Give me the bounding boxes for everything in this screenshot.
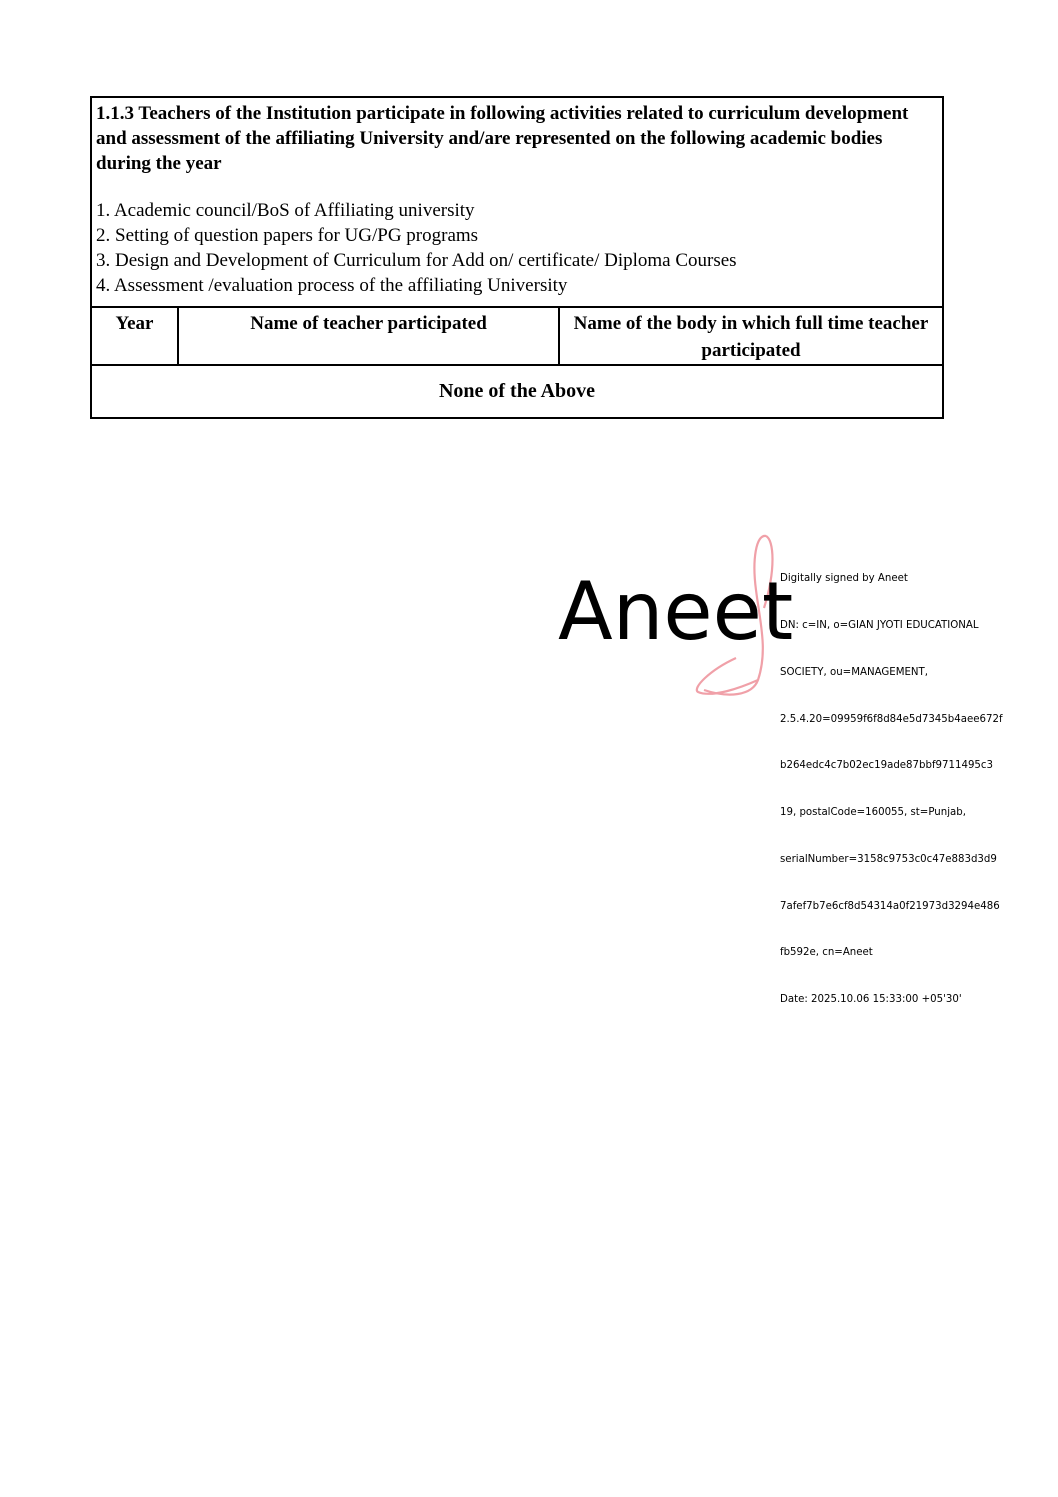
signature-detail-line: SOCIETY, ou=MANAGEMENT,	[780, 666, 928, 678]
signature-name: Aneet	[558, 565, 794, 658]
none-of-the-above: None of the Above	[91, 365, 943, 418]
signature-details	[780, 540, 1003, 1023]
criterion-heading: 1.1.3 Teachers of the Institution participate in following activities related to curriculum development and assessment of the affiliating University and/are represented on the following academic bodies during the year	[96, 103, 909, 174]
intro-row	[91, 97, 943, 307]
table-row	[91, 365, 943, 418]
header-teacher-name: Name of teacher participated	[178, 307, 559, 365]
header-year: Year	[91, 307, 178, 365]
signature-detail-line: b264edc4c7b02ec19ade87bbf9711495c3	[780, 760, 993, 772]
criterion-table	[90, 96, 944, 419]
signature-detail-line: serialNumber=3158c9753c0c47e883d3d9	[780, 853, 997, 865]
header-row	[91, 307, 943, 365]
activity-item-4: 4. Assessment /evaluation process of the affiliating University	[96, 275, 568, 296]
activity-item-1: 1. Academic council/BoS of Affiliating university	[96, 200, 475, 221]
activity-item-2: 2. Setting of question papers for UG/PG programs	[96, 225, 479, 246]
header-body-name: Name of the body in which full time teacher participated	[559, 307, 943, 365]
intro-cell	[91, 97, 943, 307]
signature-detail-line: fb592e, cn=Aneet	[780, 947, 873, 959]
signature-detail-line: Digitally signed by Aneet	[780, 573, 908, 585]
signature-detail-line: 19, postalCode=160055, st=Punjab,	[780, 807, 966, 819]
signature-detail-line: 7afef7b7e6cf8d54314a0f21973d3294e486	[780, 900, 1000, 912]
signature-detail-line: DN: c=IN, o=GIAN JYOTI EDUCATIONAL	[780, 619, 979, 631]
activity-item-3: 3. Design and Development of Curriculum for Add on/ certificate/ Diploma Courses	[96, 250, 737, 271]
signature-detail-line: Date: 2025.10.06 15:33:00 +05'30'	[780, 994, 962, 1006]
signature-detail-line: 2.5.4.20=09959f6f8d84e5d7345b4aee672f	[780, 713, 1003, 725]
